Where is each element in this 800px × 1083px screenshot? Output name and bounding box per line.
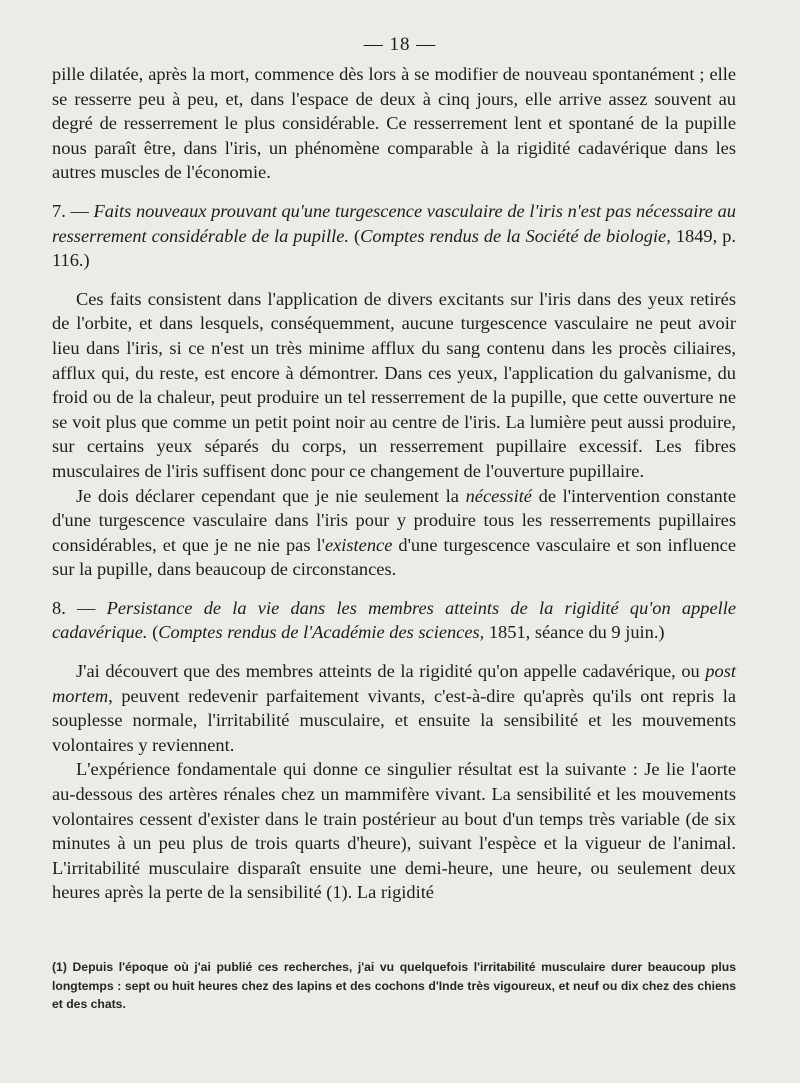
section-8-title: Persistance de la vie dans les membres atteints de la rigidité qu'on appelle cadavérique. — [52, 597, 736, 643]
section-7-source-open: ( — [353, 225, 361, 246]
section-7-number: 7. — — [52, 200, 89, 221]
section-8-source-open: ( — [147, 622, 159, 643]
page-body — [52, 62, 736, 905]
text-run: Je dois déclarer cependant que je nie seulement la — [76, 485, 466, 506]
emphasis-post-mortem: post mortem — [52, 661, 736, 706]
text-run: de l'intervention constante d'une turgescence vasculaire dans l'iris pour y produire tous les resserrements pupillaires considérables, et que je ne nie pas l' — [52, 485, 736, 555]
page-number: — 18 — — [363, 34, 437, 55]
emphasis-necessite: nécessité — [465, 485, 532, 506]
text-run: , peuvent redevenir parfaitement vivants, c'est-à-dire qu'après qu'ils ont repris la souplesse normale, l'irritabilité musculaire, et ensuite la sensibilité et les mouvements volontaires y reviennent. — [52, 685, 736, 755]
emphasis-existence: existence — [324, 534, 393, 555]
section-8-paragraph-2: L'expérience fondamentale qui donne ce singulier résultat est la suivante : Je lie l'aorte au-dessous des artères rénales chez un mammifère vivant. La sensibilité et les mouvements volontaires cessent d'exister dans le train postérieur au bout d'un temps très variable (de six minutes à un peu plus de trois quarts d'heure), suivant l'espèce et la vigueur de l'animal. L'irritabilité musculaire disparaît ensuite une demi-heure, une heure, ou seulement deux heures après la perte de la sensibilité (1). La rigidité — [52, 759, 736, 903]
section-7-heading — [52, 199, 736, 273]
footnote-area — [52, 958, 736, 1014]
section-7-paragraph-2 — [52, 484, 736, 582]
text-run: d'une turgescence vasculaire et son influence sur la pupille, dans beaucoup de circonstances. — [52, 534, 737, 580]
section-8-heading — [52, 596, 736, 645]
section-8-number: 8. — — [52, 597, 96, 618]
intro-paragraph: pille dilatée, après la mort, commence dès lors à se modifier de nouveau spontanément ; elle se resserre peu à peu, et, dans l'espace de deux à cinq jours, elle arrive assez souvent au degré de resserrement le plus considérable. Ce resserrement lent et spontané de la pupille nous paraît être, dans l'iris, un phénomène comparable à la rigidité cadavérique dans les autres muscles de l'économie. — [52, 64, 736, 183]
section-7-paragraph-1: Ces faits consistent dans l'application de divers excitants sur l'iris dans des yeux retirés de l'orbite, et dans lesquels, conséquemment, aucune turgescence vasculaire ne peut avoir lieu dans l'iris, si ce n'est un très minime afflux du sang contenu dans les procès ciliaires, afflux qui, du reste, est encore à démontrer. Dans ces yeux, l'application du galvanisme, du froid ou de la chaleur, peut produire un tel resserrement de la pupille, que cette ouverture ne se voit plus que comme un petit point noir au centre de l'iris. La lumière peut aussi produire, sur certains yeux séparés du corps, un resserrement pupillaire excessif. Les fibres musculaires de l'iris suffisent donc pour ce changement de l'ouverture pupillaire. — [52, 288, 736, 481]
text-run: J'ai découvert que des membres atteints de la rigidité qu'on appelle cadavérique, ou — [76, 661, 706, 682]
section-8-source-details: 1851, séance du 9 juin.) — [484, 622, 665, 643]
section-7-source-title: Comptes rendus de la Société de biologie, — [360, 225, 671, 246]
section-7-source-details: 1849, p. 116.) — [52, 225, 736, 271]
footnote-1: (1) Depuis l'époque où j'ai publié ces recherches, j'ai vu quelquefois l'irritabilité musculaire durer beaucoup plus longtemps : sept ou huit heures chez des lapins et des cochons d'Inde très vigoureux, et neuf ou dix chez des chiens et des chats. — [52, 960, 736, 1011]
section-7-title: Faits nouveaux prouvant qu'une turgescence vasculaire de l'iris n'est pas nécessaire au resserrement considérable de la pupille. — [52, 200, 736, 246]
section-8-paragraph-1 — [52, 659, 736, 757]
section-8-source-title: Comptes rendus de l'Académie des sciences, — [158, 622, 485, 643]
